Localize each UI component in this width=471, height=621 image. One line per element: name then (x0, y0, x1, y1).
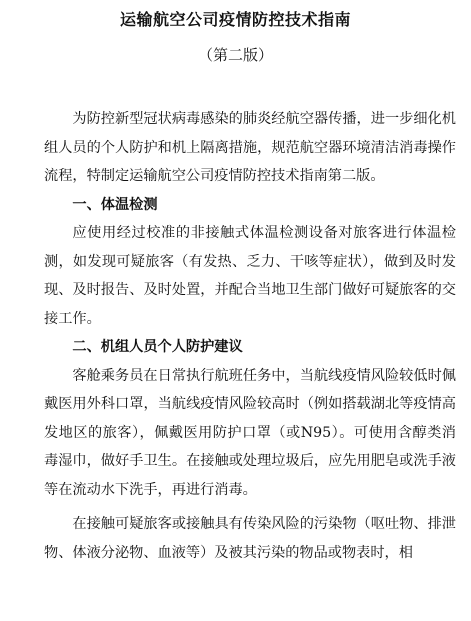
document-body (44, 105, 456, 567)
section-paragraph-temperature: 应使用经过校准的非接触式体温检测设备对旅客进行体温检测，如发现可疑旅客（有发热、乏力、干咳等症状），做到及时发现、及时报告、及时处置，并配合当地卫生部门做好可疑旅客的交接工作。 (44, 225, 456, 327)
intro-paragraph: 为防控新型冠状病毒感染的肺炎经航空器传播，进一步细化机组人员的个人防护和机上隔离措施，规范航空器环境清洁消毒操作流程，特制定运输航空公司疫情防控技术指南第二版。 (44, 111, 456, 184)
section-paragraph-crew-protection-2: 在接触可疑旅客或接触具有传染风险的污染物（呕吐物、排泄物、体液分泌物、血液等）及被其污染的物品或物表时，相 (44, 516, 456, 561)
document-title: 运输航空公司疫情防控技术指南 (119, 10, 351, 29)
section-heading-crew-protection: 二、机组人员个人防护建议 (72, 339, 243, 355)
document-edition: （第二版） (197, 46, 273, 64)
section-paragraph-crew-protection-1: 客舱乘务员在日常执行航班任务中，当航线疫情风险较低时佩戴医用外科口罩，当航线疫情风险较高时（例如搭载湖北等疫情高发地区的旅客），佩戴医用防护口罩（或N95）。可使用含醇类消毒湿巾，做好手卫生。在接触或处理垃圾后，应先用肥皂或洗手液等在流动水下洗手，再进行消毒。 (44, 367, 456, 498)
section-heading-temperature: 一、体温检测 (72, 196, 158, 213)
